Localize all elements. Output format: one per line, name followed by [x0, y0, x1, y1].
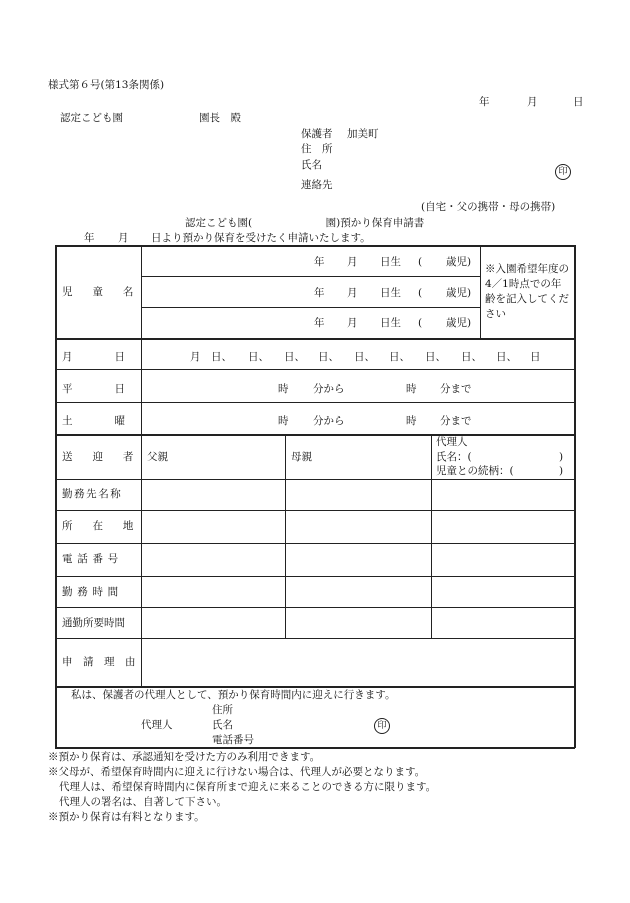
saturday-end-hour: 時 [406, 415, 417, 427]
note-line: 代理人は、希望保育時間内に保育所まで迎えに来ることのできる方に限ります。 [59, 781, 437, 793]
saturday-label: 土 曜 [62, 415, 125, 427]
birth-year: 年 [314, 287, 325, 299]
address-label: 住 所 [301, 143, 333, 155]
age-open: ( [418, 287, 423, 299]
birth-year: 年 [314, 256, 325, 268]
declaration-phone: 電話番号 [212, 734, 254, 746]
birth-month: 月 [347, 287, 358, 299]
contact-label: 連絡先 [301, 179, 333, 191]
dates-day: 日、 [354, 351, 375, 363]
saturday-end-min: 分まで [440, 415, 472, 427]
birth-year: 年 [314, 317, 325, 329]
pickup-proxy-name-close: ) [559, 451, 564, 463]
contact-note: (自宅・父の携帯・母の携帯) [421, 201, 556, 213]
declaration-proxy: 代理人 [141, 719, 173, 731]
guardian-label: 保護者 [301, 128, 333, 140]
pickup-label: 送 迎 者 [62, 451, 139, 463]
declaration-name: 氏名 [212, 719, 233, 731]
principal-label: 園長 殿 [199, 112, 241, 124]
children-label: 児 童 名 [62, 286, 139, 298]
pickup-mother: 母親 [291, 451, 312, 463]
birth-day: 日生 [380, 317, 401, 329]
declaration-text: 私は、保護者の代理人として、預かり保育時間内に迎えに行きます。 [71, 689, 396, 701]
weekday-end-min: 分まで [440, 383, 472, 395]
dates-day: 日、 [425, 351, 446, 363]
birth-day: 日生 [380, 287, 401, 299]
dates-day: 日、 [248, 351, 269, 363]
age-note: ※入園希望年度の4／1時点での年齢を記入してください [485, 263, 569, 320]
age-class: 歳児) [446, 287, 472, 299]
guardian-town: 加美町 [347, 128, 379, 140]
addressee: 認定こども園 [60, 112, 123, 124]
age-open: ( [418, 256, 423, 268]
dates-day: 日、 [496, 351, 517, 363]
weekday-start-min: 分から [313, 383, 345, 395]
birth-month: 月 [347, 317, 358, 329]
age-class: 歳児) [446, 317, 472, 329]
dates-day: 日、 [389, 351, 410, 363]
pickup-father: 父親 [147, 451, 168, 463]
dates-day: 日 [530, 351, 541, 363]
weekday-end-hour: 時 [406, 383, 417, 395]
workplace-name-label: 勤務先名称 [62, 488, 123, 500]
commute-time-label: 通勤所要時間 [62, 617, 125, 629]
dates-day: 日、 [284, 351, 305, 363]
dates-day: 日、 [211, 351, 232, 363]
dates-label: 月 日 [62, 351, 125, 363]
work-hours-label: 勤務時間 [62, 586, 123, 598]
date-day: 日 [573, 96, 584, 108]
birth-month: 月 [347, 256, 358, 268]
date-year: 年 [479, 96, 490, 108]
phone-label: 電話番号 [62, 553, 123, 565]
dates-month: 月 [190, 351, 201, 363]
form-title: 認定こども園( 園)預かり保育申請書 [185, 217, 425, 229]
declaration-seal: 印 [374, 718, 390, 734]
weekday-label: 平 日 [62, 383, 125, 395]
pickup-proxy-relation: 児童との続柄：( [436, 465, 514, 477]
name-label: 氏名 [301, 159, 322, 171]
pickup-proxy-name: 氏名：( [436, 451, 472, 463]
reason-label: 申 請 理 由 [62, 656, 136, 668]
note-line: ※父母が、希望保育時間内に迎えに行けない場合は、代理人が必要となります。 [48, 766, 426, 778]
location-label: 所 在 地 [62, 520, 139, 532]
saturday-start-min: 分から [313, 415, 345, 427]
form-number: 様式第６号(第13条関係) [48, 79, 165, 91]
dates-day: 日、 [461, 351, 482, 363]
note-line: ※預かり保育は有料となります。 [48, 811, 205, 823]
note-line: 代理人の署名は、自著して下さい。 [59, 796, 227, 808]
birth-day: 日生 [380, 256, 401, 268]
dates-day: 日、 [318, 351, 339, 363]
intro-text: 日より預かり保育を受けたく申請いたします。 [151, 232, 371, 244]
seal-mark: 印 [555, 164, 571, 180]
pickup-proxy: 代理人 [436, 436, 468, 448]
age-open: ( [418, 317, 423, 329]
note-line: ※預かり保育は、承認通知を受けた方のみ利用できます。 [48, 751, 321, 763]
date-month: 月 [527, 96, 538, 108]
weekday-start-hour: 時 [278, 383, 289, 395]
intro-year: 年 [84, 232, 95, 244]
pickup-proxy-relation-close: ) [559, 465, 564, 477]
age-class: 歳児) [446, 256, 472, 268]
intro-month: 月 [118, 232, 129, 244]
saturday-start-hour: 時 [278, 415, 289, 427]
declaration-address: 住所 [212, 704, 233, 716]
